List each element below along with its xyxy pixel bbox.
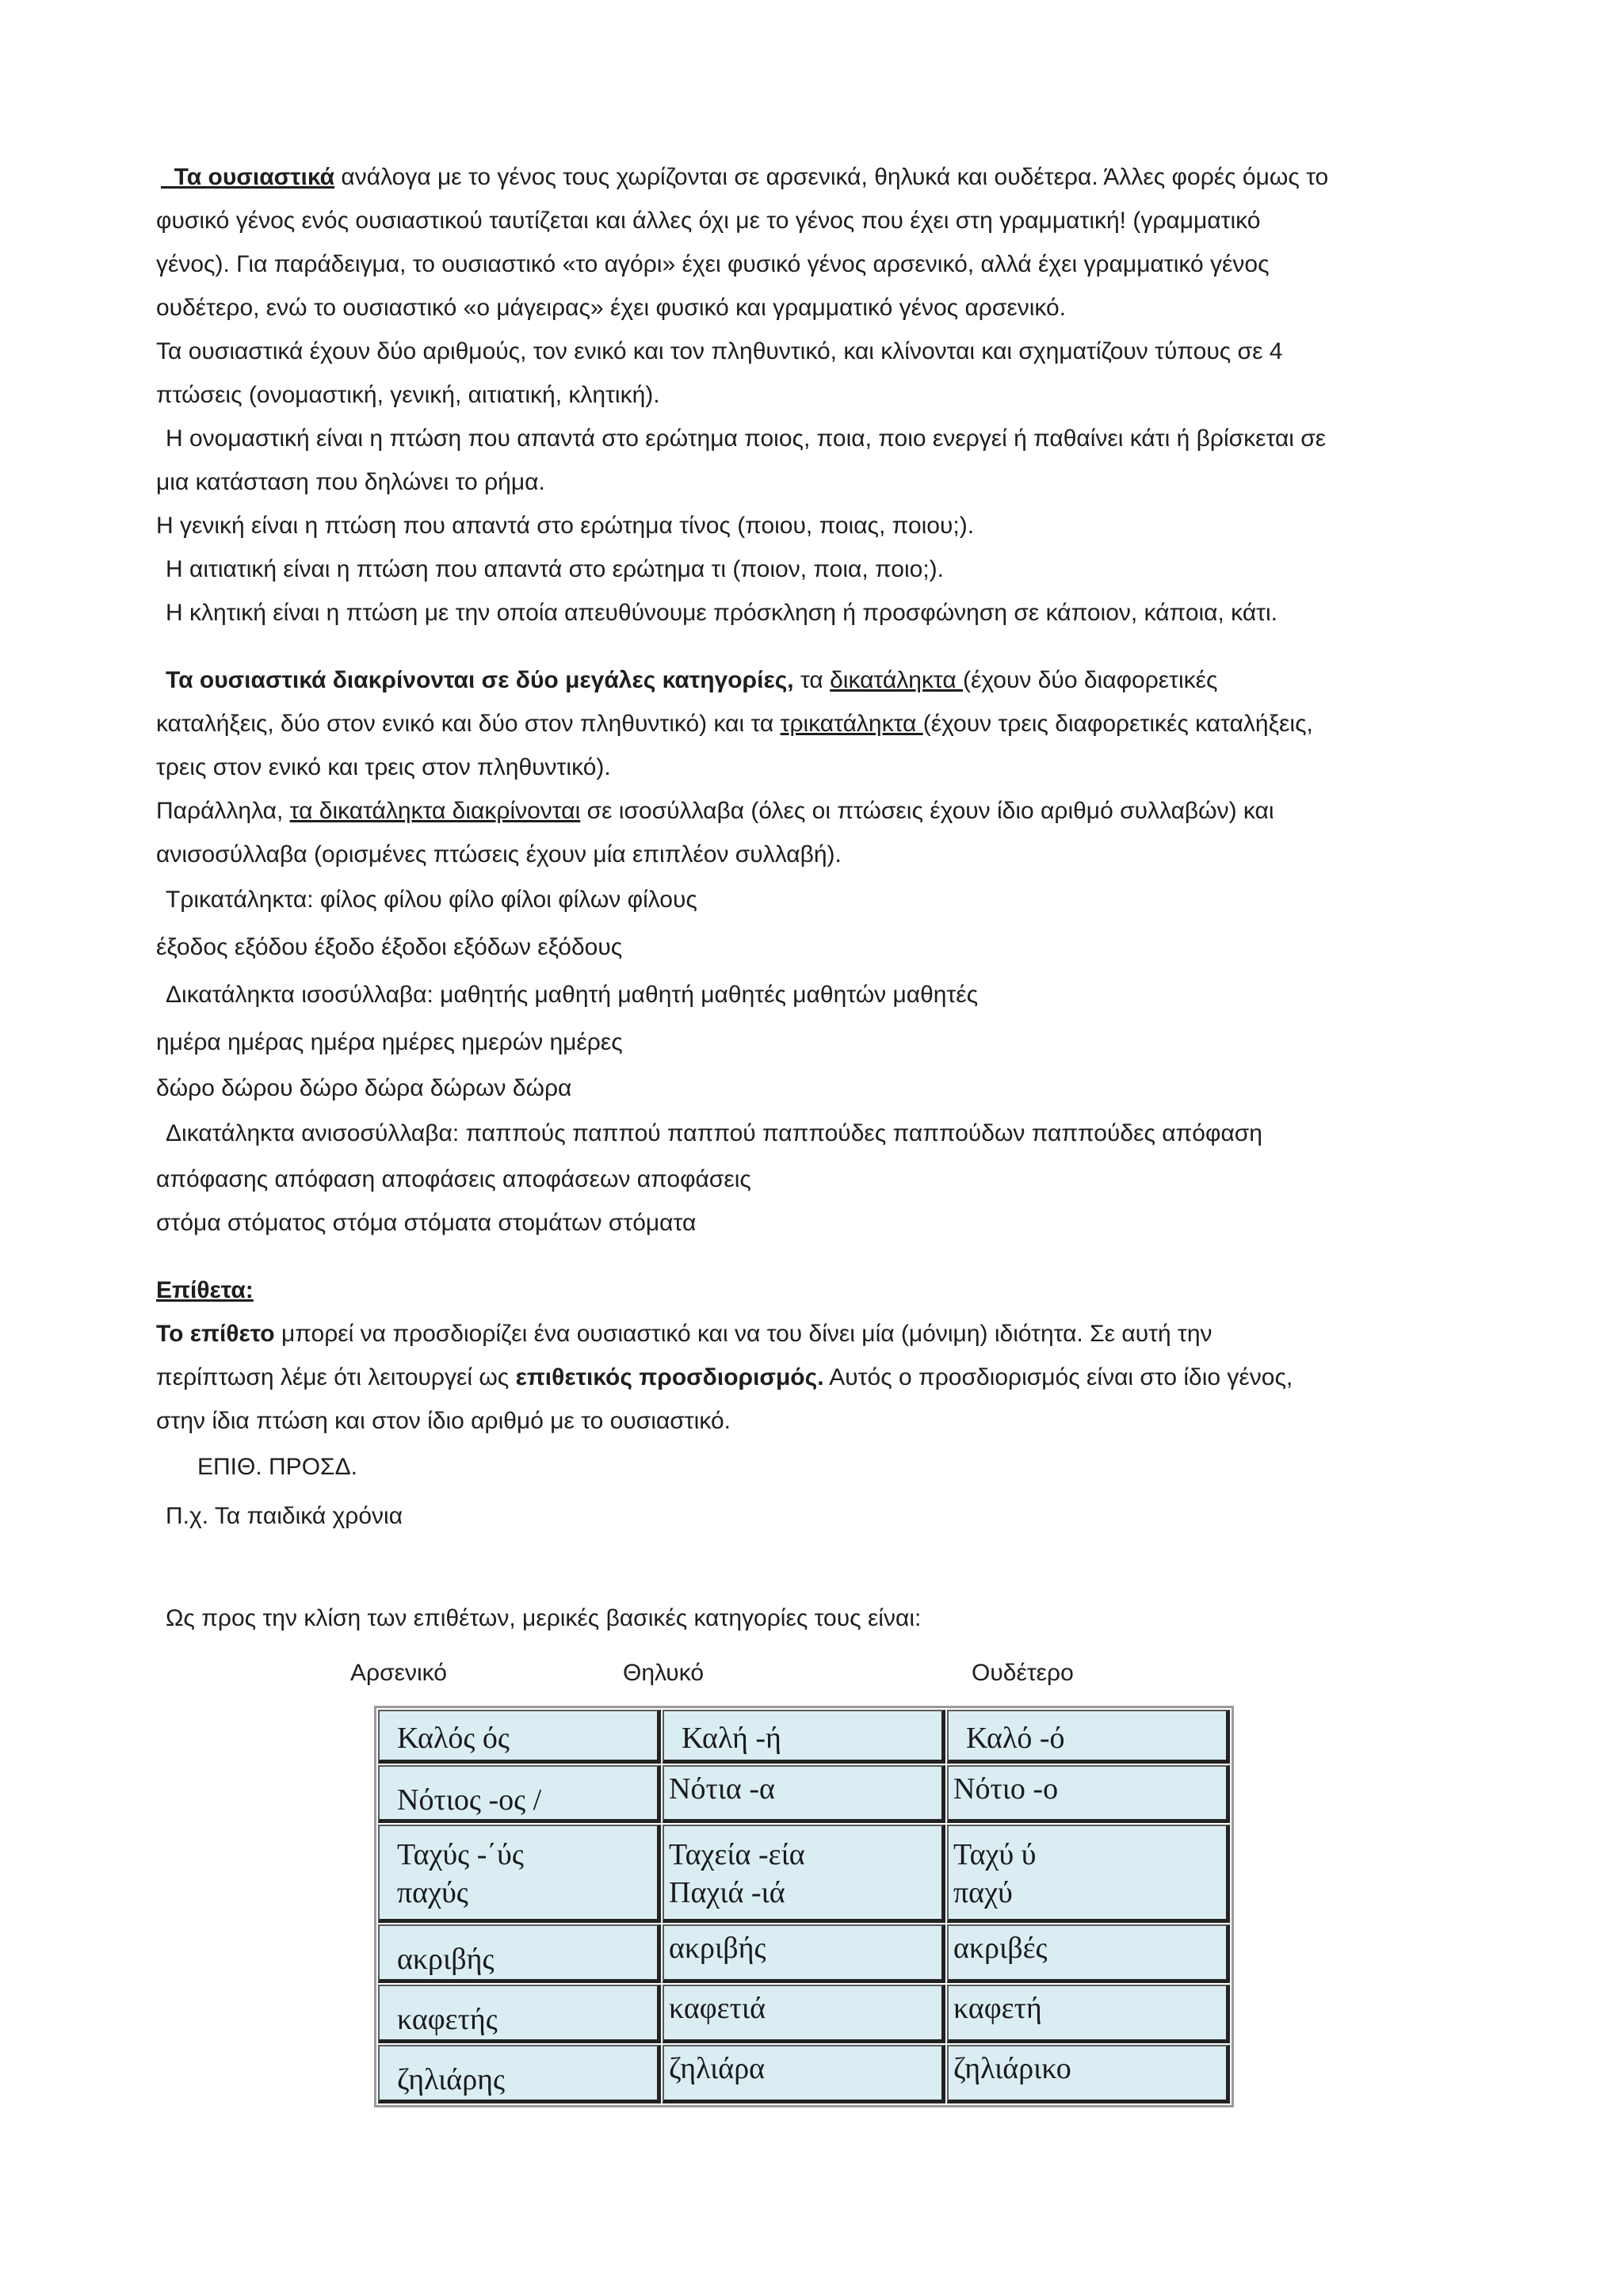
cell-text: παχύ	[953, 1876, 1013, 1909]
paragraph-line: γένος). Για παράδειγμα, το ουσιαστικό «το αγόρι» έχει φυσικό γένος αρσενικό, αλλά έχει γραμματικό γένος	[156, 251, 1270, 277]
paragraph-line: καταλήξεις, δύο στον ενικό και δύο στον πληθυντικό) και τα τρικατάληκτα (έχουν τρεις διαφορετικές καταλήξεις,	[156, 711, 1313, 737]
table-cell	[663, 1765, 945, 1823]
paragraph-line: Τα ουσιαστικά έχουν δύο αριθμούς, τον ενικό και τον πληθυντικό, και κλίνονται και σχηματίζουν τύπους σε 4	[156, 338, 1283, 364]
paragraph-line: Τα ουσιαστικά ανάλογα με το γένος τους χωρίζονται σε αρσενικά, θηλυκά και ουδέτερα. Άλλες φορές όμως το	[156, 155, 1480, 199]
table-cell	[378, 1765, 661, 1823]
spacer	[156, 1245, 1480, 1268]
example-line: Δικατάληκτα ισοσύλλαβα: μαθητής μαθητή μαθητή μαθητές μαθητών μαθητές	[166, 982, 979, 1008]
cell-text: καφετιά	[669, 1992, 766, 2025]
table-cell	[947, 1985, 1230, 2043]
cell-text: ακριβής	[669, 1932, 766, 1965]
example-line: Δικατάληκτα ανισοσύλλαβα: παππούς παππού παππού παππούδες παππούδων παππούδες απόφαση	[166, 1120, 1262, 1146]
table-row	[378, 1985, 1230, 2043]
column-header-masculine: Αρσενικό	[350, 1660, 447, 1686]
cell-text: ζηλιάρης	[397, 2063, 506, 2096]
example-line: έξοδος εξόδου έξοδο έξοδοι εξόδων εξόδους	[156, 934, 623, 960]
table-row	[378, 1765, 1230, 1823]
cell-text: Καλός ός	[397, 1722, 510, 1755]
paragraph-line: ανισοσύλλαβα (ορισμένες πτώσεις έχουν μία επιπλέον συλλαβή).	[156, 841, 842, 868]
cell-text: Νότιο -ο	[953, 1772, 1059, 1806]
table-cell	[378, 2045, 661, 2103]
cell-text: Καλό -ό	[966, 1722, 1065, 1755]
table-cell	[947, 1710, 1230, 1764]
paragraph-line: Η γενική είναι η πτώση που απαντά στο ερώτημα τίνος (ποιου, ποιας, ποιου;).	[156, 513, 975, 539]
example-line: ημέρα ημέρας ημέρα ημέρες ημερών ημέρες	[156, 1029, 623, 1055]
example-line: Τρικατάληκτα: φίλος φίλου φίλο φίλοι φίλων φίλους	[166, 887, 697, 913]
cell-text: καφετής	[397, 2003, 498, 2036]
label-epith-prosd: ΕΠΙΘ. ΠΡΟΣΔ.	[197, 1454, 357, 1480]
cell-text: Ταχύς -΄ύς	[397, 1838, 524, 1871]
adjective-declension-table	[374, 1706, 1234, 2107]
table-row	[378, 1710, 1230, 1764]
table-cell	[663, 1710, 945, 1764]
paragraph-line: Ως προς την κλίση των επιθέτων, μερικές βασικές κατηγορίες τους είναι:	[166, 1605, 922, 1631]
spacer	[156, 1541, 1480, 1596]
table-row	[378, 1825, 1230, 1923]
example-line: δώρο δώρου δώρο δώρα δώρων δώρα	[156, 1075, 572, 1101]
table-row	[378, 2045, 1230, 2103]
bold-intro: Τα ουσιαστικά διακρίνονται σε δύο μεγάλες κατηγορίες,	[166, 667, 794, 693]
paragraph-line: Τα ουσιαστικά διακρίνονται σε δύο μεγάλες κατηγορίες, τα δικατάληκτα (έχουν δύο διαφορετικές	[166, 667, 1218, 693]
term-nouns: Τα ουσιαστικά	[174, 164, 335, 190]
paragraph-line: Το επίθετο μπορεί να προσδιορίζει ένα ουσιαστικό και να του δίνει μία (μόνιμη) ιδιότητα. Σε αυτή την	[156, 1321, 1212, 1347]
example-line: Π.χ. Τα παιδικά χρόνια	[166, 1503, 403, 1529]
paragraph-line: Η κλητική είναι η πτώση με την οποία απευθύνουμε πρόσκληση ή προσφώνηση σε κάποιον, κάποια, κάτι.	[166, 600, 1278, 626]
cell-text: Νότια -α	[669, 1772, 775, 1806]
paragraph-line: φυσικό γένος ενός ουσιαστικού ταυτίζεται και άλλες όχι με το γένος που έχει στη γραμματική! (γραμματικό	[156, 208, 1261, 234]
column-header-feminine: Θηλυκό	[623, 1660, 705, 1686]
table-cell	[947, 1924, 1230, 1983]
cell-text: Νότιος -ος /	[397, 1783, 542, 1817]
paragraph-line: τρεις στον ενικό και τρεις στον πληθυντικό).	[156, 754, 611, 780]
table-cell	[947, 2045, 1230, 2103]
table-cell	[663, 1985, 945, 2043]
cell-text: Ταχύ ύ	[953, 1838, 1037, 1871]
paragraph-line: ουδέτερο, ενώ το ουσιαστικό «ο μάγειρας» έχει φυσικό και γραμματικό γένος αρσενικό.	[156, 295, 1067, 321]
cell-text: ακριβής	[397, 1943, 495, 1976]
cell-text: ζηλιάρικο	[953, 2052, 1071, 2085]
table-cell	[378, 1825, 661, 1923]
table-row	[378, 1924, 1230, 1983]
table-cell	[663, 1825, 945, 1923]
paragraph-line: Η ονομαστική είναι η πτώση που απαντά στο ερώτημα ποιος, ποια, ποιο ενεργεί ή παθαίνει κάτι ή βρίσκεται σε	[166, 425, 1327, 452]
column-header-neuter: Ουδέτερο	[972, 1660, 1074, 1686]
link-dikatalikta-diakrinontai[interactable]: τα δικατάληκτα διακρίνονται	[289, 798, 581, 824]
paragraph-line: Η αιτιατική είναι η πτώση που απαντά στο ερώτημα τι (ποιον, ποια, ποιο;).	[166, 556, 944, 582]
table-cell	[378, 1985, 661, 2043]
table-cell	[378, 1924, 661, 1983]
cell-text: ζηλιάρα	[669, 2052, 766, 2085]
spacer	[156, 635, 1480, 658]
table-cell	[947, 1765, 1230, 1823]
paragraph-line: στην ίδια πτώση και στον ίδιο αριθμό με το ουσιαστικό.	[156, 1408, 731, 1434]
table-cell	[663, 1924, 945, 1983]
table-cell	[947, 1825, 1230, 1923]
paragraph-line: Παράλληλα, τα δικατάληκτα διακρίνονται σε ισοσύλλαβα (όλες οι πτώσεις έχουν ίδιο αριθμό συλλαβών) και	[156, 798, 1274, 824]
paragraph-line: πτώσεις (ονομαστική, γενική, αιτιατική, κλητική).	[156, 382, 660, 408]
paragraph-line: μια κατάσταση που δηλώνει το ρήμα.	[156, 469, 545, 495]
paragraph-line: περίπτωση λέμε ότι λειτουργεί ως επιθετικός προσδιορισμός. Αυτός ο προσδιορισμός είναι στο ίδιο γένος,	[156, 1364, 1293, 1390]
document-body	[156, 155, 1480, 1640]
cell-text: Ταχεία -εία	[669, 1838, 805, 1871]
link-dikatalikta[interactable]: δικατάληκτα	[830, 667, 963, 693]
cell-text: παχύς	[397, 1876, 468, 1909]
cell-text: ακριβές	[953, 1932, 1048, 1965]
link-trikatalikta[interactable]: τρικατάληκτα	[780, 711, 923, 737]
cell-text: Παχιά -ιά	[669, 1876, 785, 1909]
example-line: στόμα στόματος στόμα στόματα στομάτων στόματα	[156, 1210, 697, 1236]
table-cell	[663, 2045, 945, 2103]
example-line: απόφασης απόφαση αποφάσεις αποφάσεων αποφάσεις	[156, 1166, 751, 1192]
cell-text: Καλή -ή	[682, 1722, 781, 1755]
section-heading: Επίθετα:	[156, 1277, 254, 1303]
cell-text: καφετή	[953, 1992, 1042, 2025]
table-cell	[378, 1710, 661, 1764]
